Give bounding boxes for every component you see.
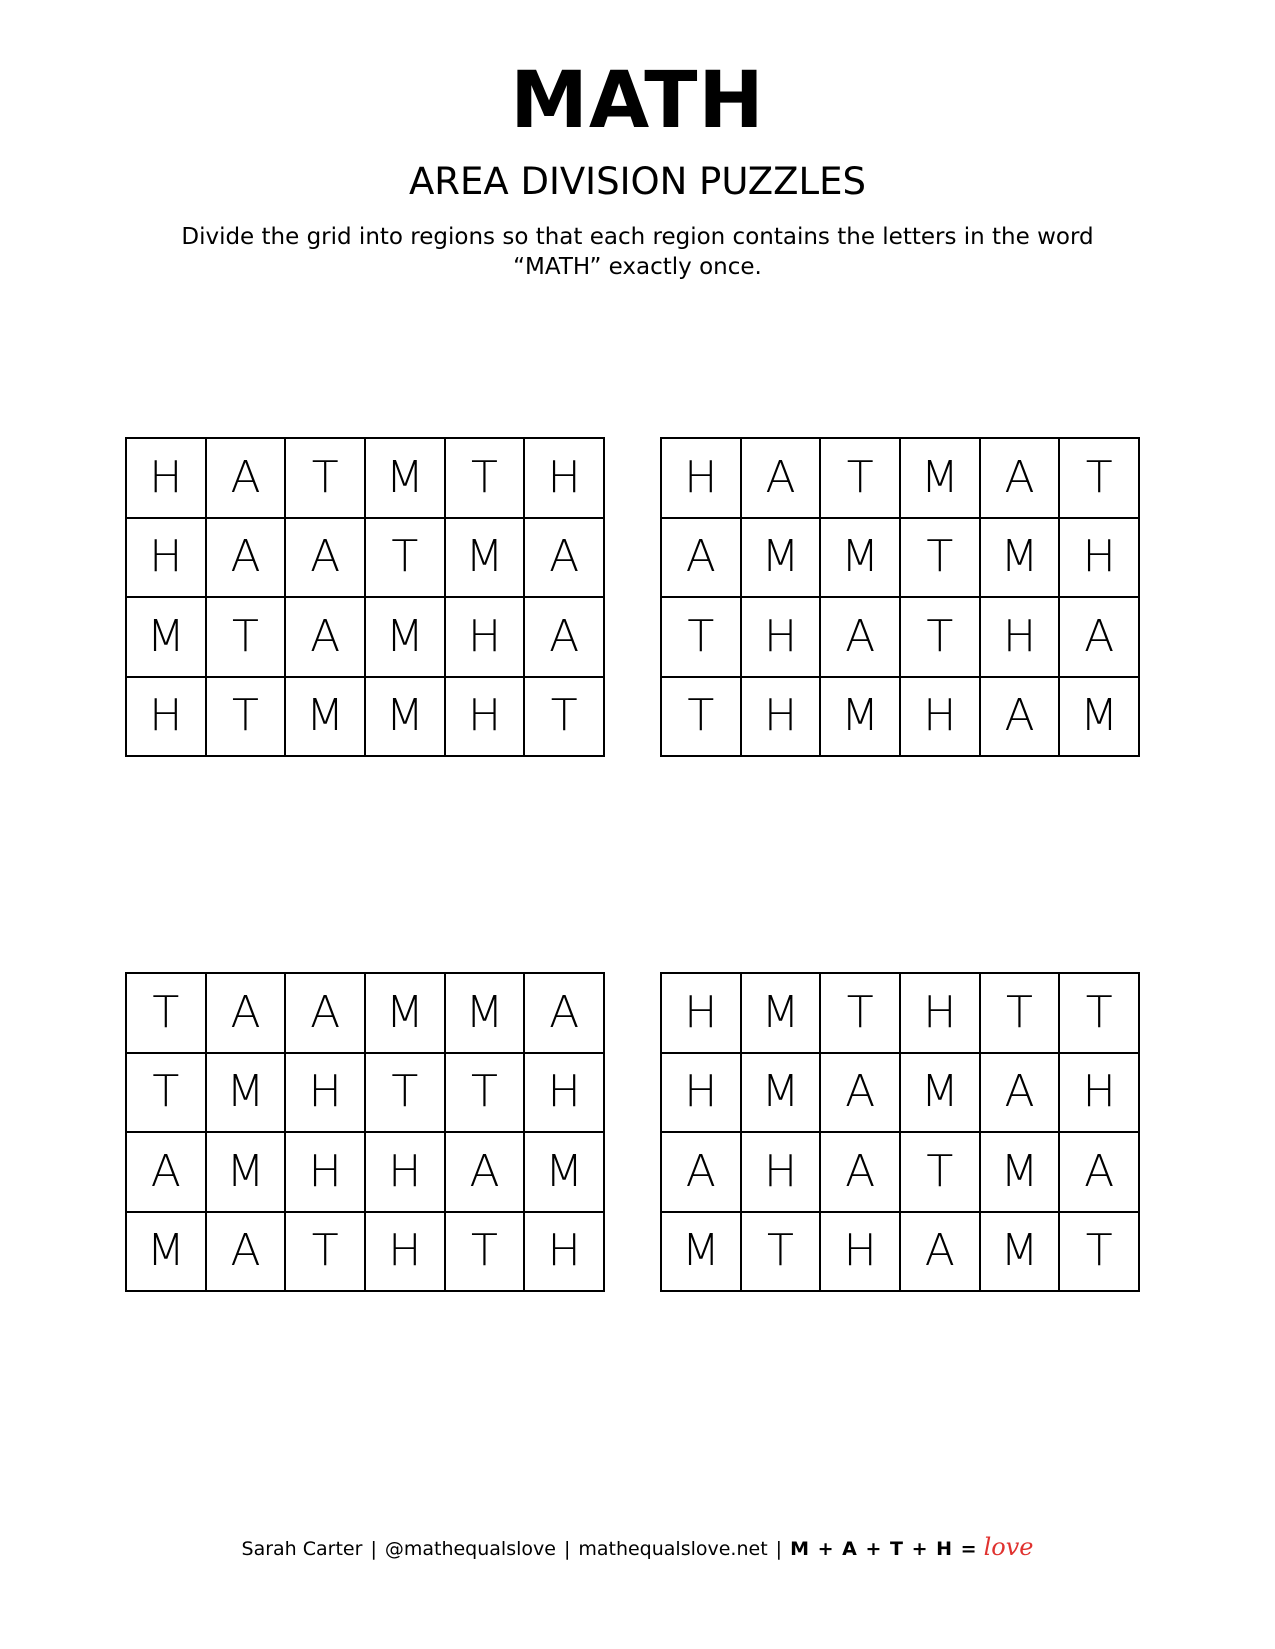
grid-cell: T xyxy=(446,1054,524,1132)
grid-cell: M xyxy=(742,974,820,1052)
grid-cell: M xyxy=(127,598,205,676)
grid-cell: M xyxy=(901,439,979,517)
grid-cell: M xyxy=(662,1213,740,1291)
grid-cell: M xyxy=(742,1054,820,1132)
grid-cell: M xyxy=(286,678,364,756)
grid-cell: M xyxy=(742,519,820,597)
grid-cell: T xyxy=(446,1213,524,1291)
grid-cell: A xyxy=(207,519,285,597)
grid-cell: H xyxy=(742,1133,820,1211)
grid-cell: T xyxy=(981,974,1059,1052)
grid-cell: M xyxy=(981,1133,1059,1211)
grid-cell: M xyxy=(821,678,899,756)
grid-cell: T xyxy=(127,1054,205,1132)
grid-cell: A xyxy=(127,1133,205,1211)
grid-cell: H xyxy=(127,678,205,756)
grid-cell: A xyxy=(981,1054,1059,1132)
footer-separator: | xyxy=(775,1538,783,1560)
grid-cell: H xyxy=(901,974,979,1052)
grid-cell: T xyxy=(901,598,979,676)
grid-cell: A xyxy=(981,439,1059,517)
grid-cell: H xyxy=(821,1213,899,1291)
footer-website: mathequalslove.net xyxy=(578,1538,768,1560)
grid-cell: A xyxy=(525,598,603,676)
grid-cell: A xyxy=(525,519,603,597)
footer xyxy=(0,1532,1275,1564)
footer-love-logo: love xyxy=(983,1533,1034,1561)
grid-cell: H xyxy=(981,598,1059,676)
grid-cell: M xyxy=(1060,678,1138,756)
grid-cell: A xyxy=(821,1133,899,1211)
footer-separator: | xyxy=(370,1538,377,1560)
grid-cell: H xyxy=(1060,1054,1138,1132)
puzzle-grid-2 xyxy=(660,437,1140,757)
grid-cell: H xyxy=(662,974,740,1052)
grid-cell: A xyxy=(981,678,1059,756)
grid-cell: T xyxy=(821,439,899,517)
grid-cell: T xyxy=(366,519,444,597)
grid-cell: A xyxy=(286,598,364,676)
grid-cell: M xyxy=(207,1133,285,1211)
grid-cell: T xyxy=(127,974,205,1052)
grid-cell: T xyxy=(1060,974,1138,1052)
grid-cell: M xyxy=(127,1213,205,1291)
grid-cell: M xyxy=(366,439,444,517)
grid-cell: H xyxy=(742,598,820,676)
grid-cell: H xyxy=(366,1133,444,1211)
puzzle-grid-3 xyxy=(125,972,605,1292)
grid-cell: A xyxy=(662,519,740,597)
grid-cell: M xyxy=(821,519,899,597)
grid-cell: A xyxy=(207,974,285,1052)
grid-cell: T xyxy=(366,1054,444,1132)
grid-cell: A xyxy=(1060,598,1138,676)
grid-cell: T xyxy=(286,439,364,517)
grid-cell: M xyxy=(366,974,444,1052)
grid-cell: M xyxy=(981,1213,1059,1291)
grid-cell: M xyxy=(981,519,1059,597)
grid-cell: A xyxy=(901,1213,979,1291)
grid-cell: A xyxy=(525,974,603,1052)
grid-cell: T xyxy=(821,974,899,1052)
grid-cell: T xyxy=(901,1133,979,1211)
grid-cell: T xyxy=(1060,1213,1138,1291)
grid-cell: A xyxy=(286,519,364,597)
grid-cell: T xyxy=(901,519,979,597)
instructions-text: Divide the grid into regions so that each region contains the letters in the word “MATH” exactly once. xyxy=(181,224,1094,280)
grid-cell: A xyxy=(446,1133,524,1211)
grid-cell: H xyxy=(901,678,979,756)
grid-cell: A xyxy=(742,439,820,517)
grid-cell: M xyxy=(446,519,524,597)
grid-cell: M xyxy=(901,1054,979,1132)
puzzle-grid-1 xyxy=(125,437,605,757)
grid-cell: T xyxy=(207,598,285,676)
grid-cell: M xyxy=(207,1054,285,1132)
grid-cell: H xyxy=(525,439,603,517)
grid-cell: A xyxy=(662,1133,740,1211)
grid-cell: A xyxy=(821,1054,899,1132)
footer-separator: | xyxy=(563,1538,571,1560)
grid-cell: A xyxy=(286,974,364,1052)
grid-cell: H xyxy=(742,678,820,756)
footer-brand: M + A + T + H = xyxy=(790,1538,978,1560)
grid-cell: A xyxy=(207,439,285,517)
grid-cell: H xyxy=(662,1054,740,1132)
grid-cell: H xyxy=(366,1213,444,1291)
grid-cell: H xyxy=(525,1213,603,1291)
grid-cell: H xyxy=(662,439,740,517)
grid-cell: H xyxy=(286,1133,364,1211)
puzzle-grid-4 xyxy=(660,972,1140,1292)
grid-cell: M xyxy=(525,1133,603,1211)
grid-cell: T xyxy=(662,678,740,756)
grid-cell: H xyxy=(446,678,524,756)
page-title: MATH xyxy=(510,56,765,146)
grid-cell: A xyxy=(207,1213,285,1291)
grid-cell: T xyxy=(446,439,524,517)
grid-cell: M xyxy=(366,598,444,676)
grid-cell: T xyxy=(662,598,740,676)
grid-cell: M xyxy=(366,678,444,756)
grid-cell: M xyxy=(446,974,524,1052)
grid-cell: T xyxy=(286,1213,364,1291)
grid-cell: H xyxy=(1060,519,1138,597)
grid-cell: H xyxy=(525,1054,603,1132)
footer-author: Sarah Carter xyxy=(241,1538,363,1560)
grid-cell: T xyxy=(525,678,603,756)
footer-handle: @mathequalslove xyxy=(384,1538,556,1560)
grid-cell: T xyxy=(207,678,285,756)
page-subtitle: AREA DIVISION PUZZLES xyxy=(409,160,866,203)
grid-cell: T xyxy=(742,1213,820,1291)
grid-cell: H xyxy=(127,439,205,517)
grid-cell: A xyxy=(821,598,899,676)
grid-cell: A xyxy=(1060,1133,1138,1211)
grid-cell: H xyxy=(286,1054,364,1132)
grid-cell: H xyxy=(446,598,524,676)
grid-cell: T xyxy=(1060,439,1138,517)
grid-cell: H xyxy=(127,519,205,597)
